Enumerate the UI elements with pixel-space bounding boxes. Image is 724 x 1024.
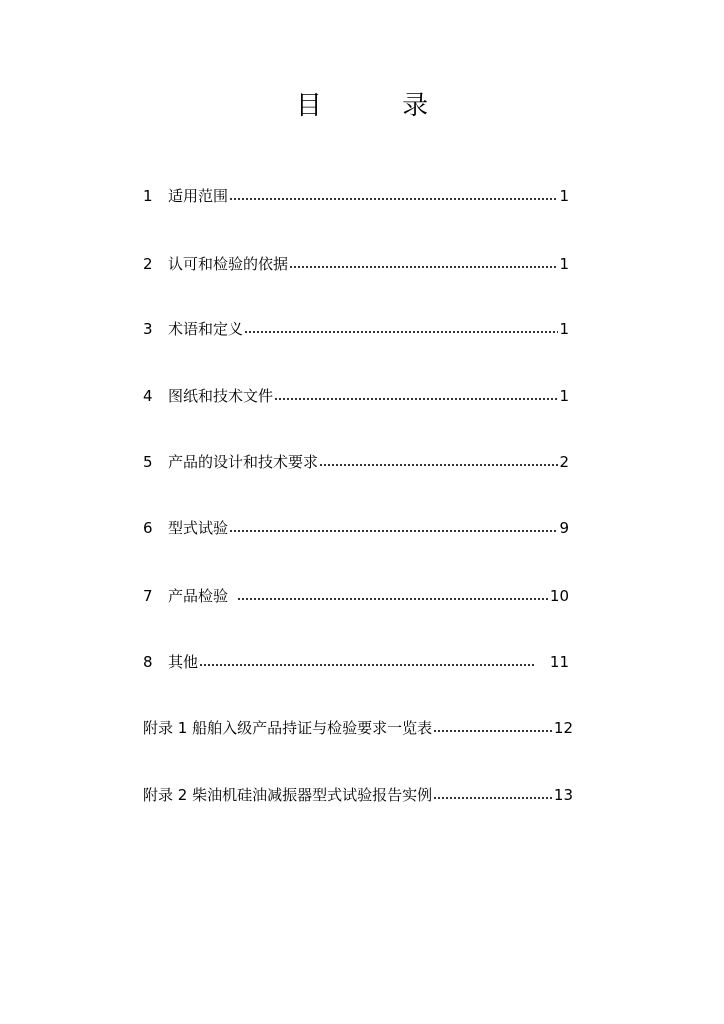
toc-entry-page: 1 <box>559 387 569 405</box>
dot-leader <box>433 785 553 805</box>
toc-entry-label: 适用范围 <box>168 187 229 205</box>
dot-leader <box>199 652 536 672</box>
toc-entry-number: 5 <box>143 453 153 471</box>
toc-entry-label: 术语和定义 <box>168 320 244 338</box>
toc-entry-5[interactable] <box>143 452 569 472</box>
toc-entry-appendix-2[interactable] <box>143 785 573 805</box>
toc-entry-3[interactable] <box>143 319 569 339</box>
toc-entry-page: 1 <box>559 187 569 205</box>
toc-entry-6[interactable] <box>143 518 569 538</box>
toc-entry-number: 3 <box>143 320 153 338</box>
toc-entry-page: 11 <box>549 653 569 671</box>
toc-entry-appendix-1[interactable] <box>143 718 573 738</box>
toc-entry-label: 产品的设计和技术要求 <box>168 453 319 471</box>
toc-entry-page: 1 <box>559 255 569 273</box>
toc-entry-page: 13 <box>553 786 573 804</box>
toc-entry-2[interactable] <box>143 254 569 274</box>
dot-leader <box>274 386 558 406</box>
toc-entry-number: 1 <box>143 187 153 205</box>
dot-leader <box>229 518 558 538</box>
dot-leader <box>289 254 558 274</box>
dot-leader <box>433 718 553 738</box>
dot-leader <box>237 586 549 606</box>
toc-entry-label: 产品检验 <box>168 587 229 605</box>
toc-entry-number: 2 <box>143 255 153 273</box>
toc-entry-label: 图纸和技术文件 <box>168 387 274 405</box>
document-title: 目 录 <box>295 91 465 121</box>
toc-entry-number: 4 <box>143 387 153 405</box>
dot-leader <box>229 186 558 206</box>
toc-entry-number: 6 <box>143 519 153 537</box>
toc-entry-label: 认可和检验的依据 <box>168 255 289 273</box>
dot-leader <box>244 319 558 339</box>
toc-entry-page: 10 <box>549 587 569 605</box>
toc-entry-page: 1 <box>559 320 569 338</box>
toc-entry-4[interactable] <box>143 386 569 406</box>
toc-entry-label: 附录 1 船舶入级产品持证与检验要求一览表 <box>143 719 433 737</box>
toc-entry-number: 8 <box>143 653 153 671</box>
toc-entry-page: 2 <box>559 453 569 471</box>
dot-leader <box>319 452 558 472</box>
toc-entry-label: 型式试验 <box>168 519 229 537</box>
toc-entry-8[interactable] <box>143 652 569 672</box>
toc-entry-label: 其他 <box>168 653 199 671</box>
toc-entry-page: 9 <box>559 519 569 537</box>
toc-entry-page: 12 <box>553 719 573 737</box>
toc-entry-label: 附录 2 柴油机硅油减振器型式试验报告实例 <box>143 786 433 804</box>
toc-entry-7[interactable] <box>143 586 569 606</box>
toc-entry-1[interactable] <box>143 186 569 206</box>
toc-entry-number: 7 <box>143 587 153 605</box>
